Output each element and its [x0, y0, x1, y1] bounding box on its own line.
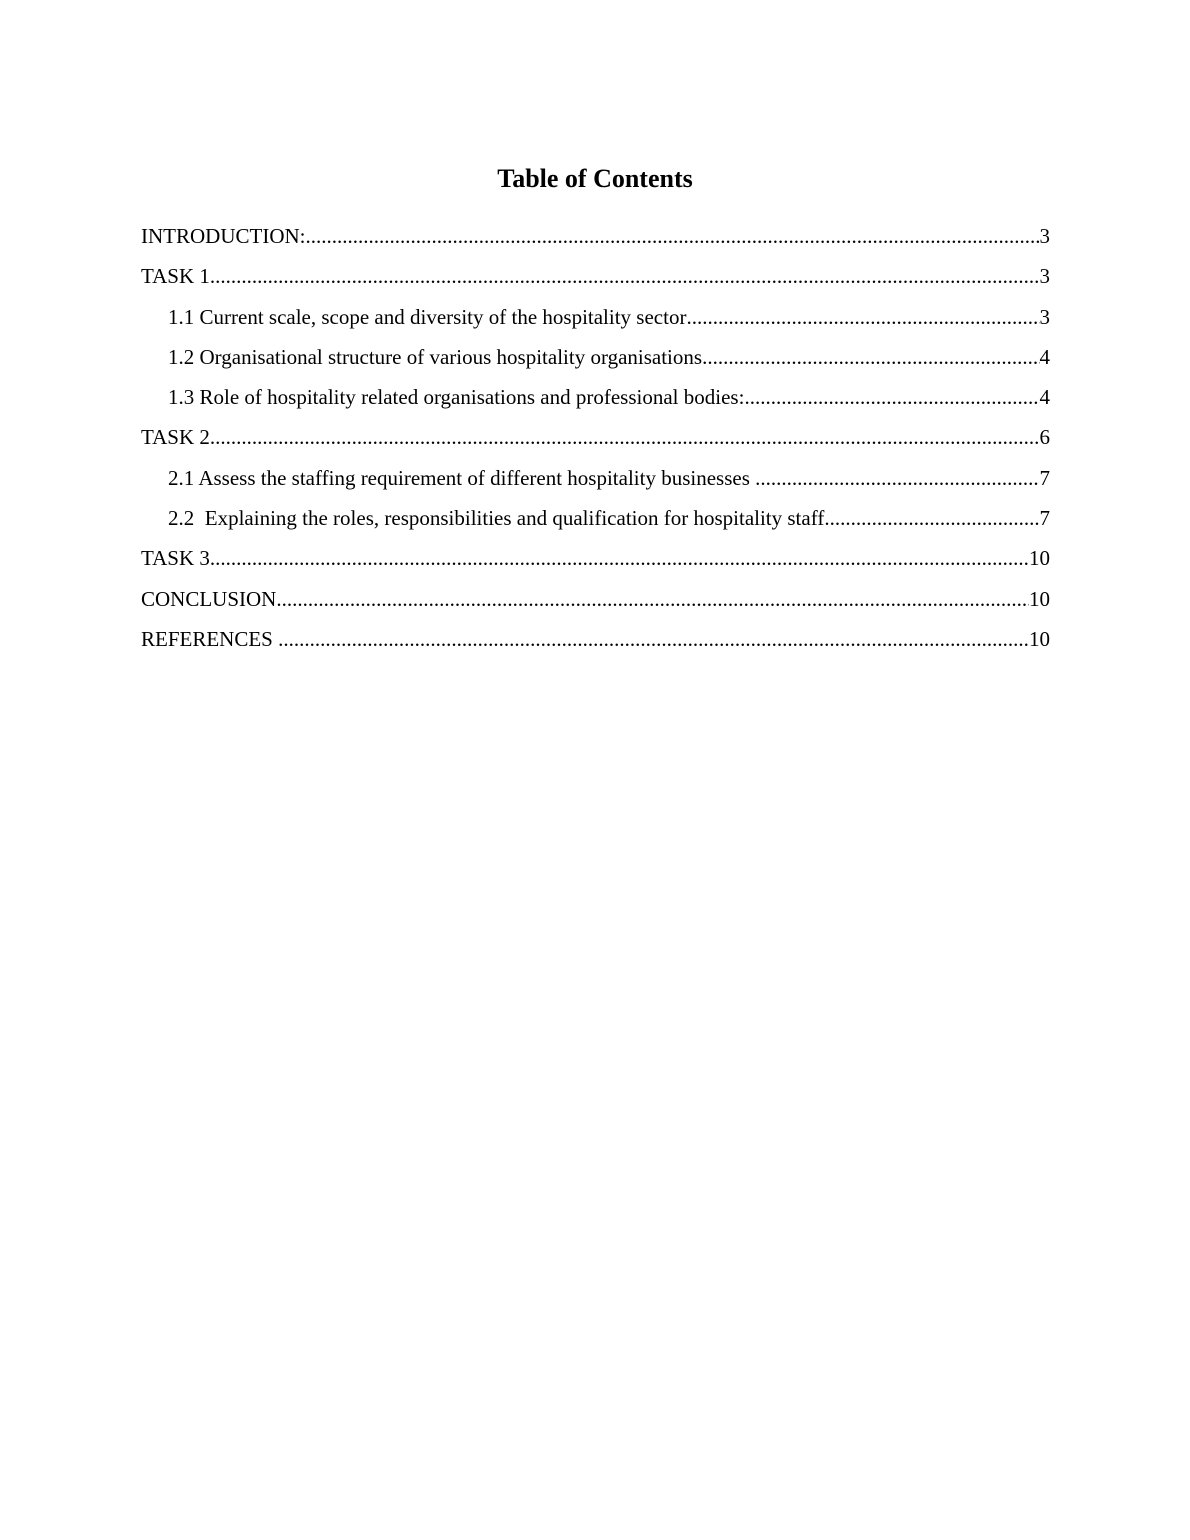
toc-page-number: 3: [1039, 224, 1050, 248]
toc-page-number: 10: [1029, 626, 1050, 651]
toc-entry-1-2[interactable]: [141, 339, 1050, 379]
toc-entry-2-1[interactable]: [141, 460, 1050, 500]
toc-entry-label: 2.1 Assess the staffing requirement of different hospitality businesses: [168, 465, 756, 490]
toc-page-number: 10: [1029, 546, 1050, 571]
toc-page-number: 7: [1039, 506, 1050, 531]
toc-title: Table of Contents: [497, 164, 693, 193]
toc-page-number: 7: [1039, 465, 1050, 490]
toc-dot-leader: [276, 581, 1029, 617]
toc-entry-references[interactable]: [141, 621, 1050, 661]
toc-list: [141, 218, 1050, 661]
toc-dot-leader: [210, 419, 1040, 455]
toc-dot-leader: [278, 621, 1029, 657]
toc-entry-task-2[interactable]: [141, 419, 1050, 459]
toc-entry-label: 1.1 Current scale, scope and diversity of the hospitality sector: [168, 304, 687, 329]
toc-entry-label: INTRODUCTION:: [141, 224, 306, 248]
toc-page-number: 3: [1039, 264, 1050, 289]
toc-entry-label: 1.3 Role of hospitality related organisations and professional bodies:: [168, 385, 745, 410]
toc-entry-2-2[interactable]: [141, 500, 1050, 540]
toc-entry-label: REFERENCES: [141, 626, 279, 651]
toc-entry-label: TASK 3: [141, 546, 210, 571]
toc-dot-leader: [686, 299, 1039, 335]
toc-entry-label: TASK 2: [141, 425, 210, 450]
toc-dot-leader: [210, 540, 1029, 576]
toc-page-number: 10: [1029, 586, 1050, 611]
toc-entry-conclusion[interactable]: [141, 581, 1050, 621]
toc-entry-task-1[interactable]: [141, 258, 1050, 298]
toc-entry-label: 2.2 Explaining the roles, responsibilities and qualification for hospitality staff: [168, 506, 825, 531]
toc-page-number: 4: [1039, 385, 1050, 410]
toc-entry-1-1[interactable]: [141, 299, 1050, 339]
toc-page-number: 6: [1039, 425, 1050, 450]
toc-page-number: 4: [1039, 344, 1050, 369]
toc-entry-label: TASK 1: [141, 264, 210, 289]
toc-dot-leader: [210, 258, 1040, 294]
toc-dot-leader: [755, 460, 1039, 496]
toc-dot-leader: [702, 339, 1039, 375]
toc-page-number: 3: [1039, 304, 1050, 329]
toc-dot-leader: [824, 500, 1039, 536]
toc-entry-label: 1.2 Organisational structure of various hospitality organisations: [168, 344, 703, 369]
toc-dot-leader: [744, 379, 1039, 415]
toc-entry-1-3[interactable]: [141, 379, 1050, 419]
toc-entry-introduction[interactable]: [141, 218, 1050, 258]
toc-dot-leader: [305, 218, 1039, 254]
toc-entry-label: CONCLUSION: [141, 586, 277, 611]
toc-entry-task-3[interactable]: [141, 540, 1050, 580]
